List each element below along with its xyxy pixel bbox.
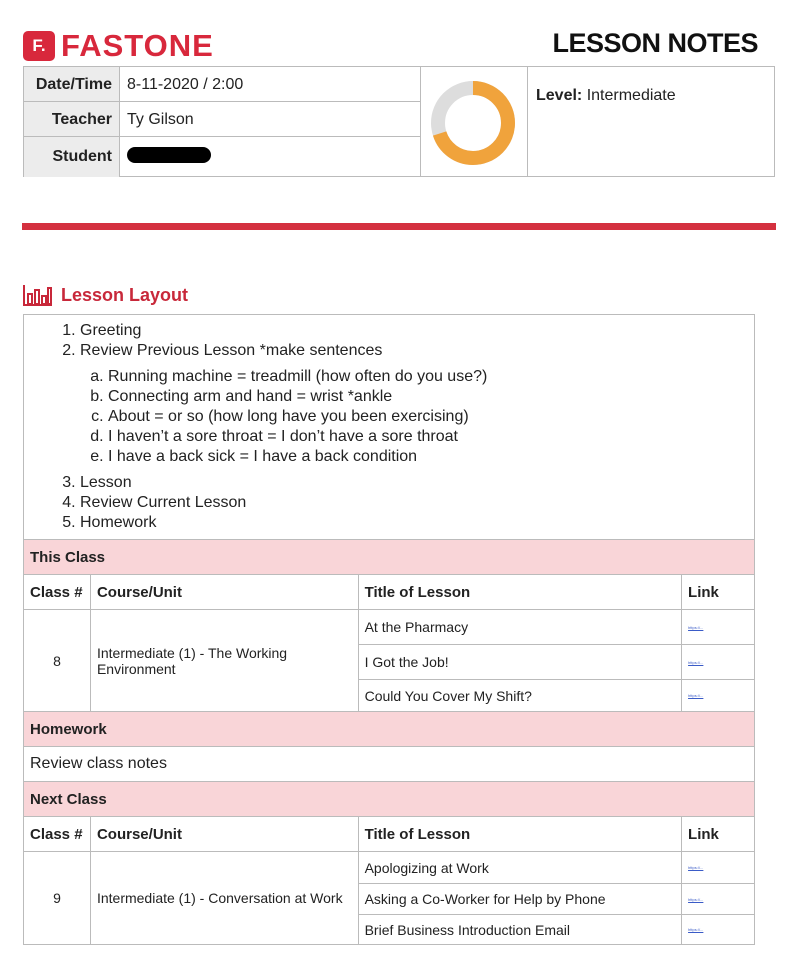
logo — [23, 28, 214, 64]
level-label: Level: — [536, 87, 583, 104]
lesson-title: Asking a Co-Worker for Help by Phone — [358, 884, 681, 915]
col-link: Link — [682, 817, 755, 852]
level-field — [536, 87, 676, 105]
lesson-layout-heading — [23, 284, 188, 306]
outline-subitem: e. I have a back sick = I have a back condition — [108, 447, 748, 467]
teacher-value: Ty Gilson — [120, 102, 420, 137]
lesson-outline — [24, 315, 755, 540]
date-label: Date/Time — [24, 67, 120, 102]
lesson-title: Brief Business Introduction Email — [358, 915, 681, 945]
homework-header: Homework — [24, 712, 755, 747]
student-label: Student — [24, 137, 120, 177]
lesson-link[interactable]: https://... — [688, 865, 704, 870]
outline-subitem: d. I haven’t a sore throat = I don’t have a sore throat — [108, 427, 748, 447]
page-title: LESSON NOTES — [552, 28, 758, 58]
course-unit: Intermediate (1) - Conversation at Work — [90, 852, 358, 945]
outline-subitem: c. About = or so (how long have you been exercising) — [108, 407, 748, 427]
col-course: Course/Unit — [90, 817, 358, 852]
col-title: Title of Lesson — [358, 575, 681, 610]
outline-item: 5. Homework — [80, 513, 748, 533]
outline-item: 1. Greeting — [80, 321, 748, 341]
col-class-num: Class # — [24, 575, 91, 610]
col-link: Link — [682, 575, 755, 610]
this-class-header: This Class — [24, 540, 755, 575]
logo-text: FASTONE — [61, 28, 214, 63]
next-class-header: Next Class — [24, 782, 755, 817]
lesson-table — [23, 314, 755, 945]
outline-subitem: b. Connecting arm and hand = wrist *ankle — [108, 387, 748, 407]
course-unit: Intermediate (1) - The Working Environment — [90, 610, 358, 712]
info-table — [23, 66, 775, 177]
lesson-title: Apologizing at Work — [358, 852, 681, 884]
lesson-link[interactable]: https://... — [688, 624, 704, 630]
lesson-title: I Got the Job! — [358, 645, 681, 680]
col-course: Course/Unit — [90, 575, 358, 610]
lesson-link[interactable]: https://... — [688, 927, 704, 932]
level-donut-chart — [428, 78, 518, 168]
date-value: 8-11-2020 / 2:00 — [120, 67, 420, 102]
lesson-title: Could You Cover My Shift? — [358, 680, 681, 712]
outline-subitem: a. Running machine = treadmill (how often do you use?) — [108, 367, 748, 387]
col-class-num: Class # — [24, 817, 91, 852]
lesson-layout-title: Lesson Layout — [61, 284, 189, 305]
lesson-link[interactable]: https://... — [688, 659, 704, 665]
lesson-link[interactable]: https://... — [688, 896, 704, 902]
class-number: 9 — [24, 852, 91, 945]
bar-chart-icon — [23, 284, 53, 306]
lesson-link[interactable]: https://... — [688, 693, 704, 698]
outline-item: 3. Lesson — [80, 473, 748, 493]
teacher-label: Teacher — [24, 102, 120, 137]
student-value-redacted — [120, 137, 420, 177]
outline-item: 4. Review Current Lesson — [80, 493, 748, 513]
outline-item: 2. Review Previous Lesson *make sentences a. Running machine = treadmill (how often do you use?) b. Connecting arm and hand = wrist *ankle c. About = or so (how long have you been exercising) d. I haven’t a sore throat = I don’t have a sore throat e. I have a back sick = I have a back condition — [80, 341, 748, 467]
logo-mark: F. — [23, 31, 55, 61]
divider-bar — [22, 223, 776, 230]
level-value: Intermediate — [586, 87, 676, 104]
class-number: 8 — [24, 610, 91, 712]
homework-text: Review class notes — [24, 747, 755, 782]
col-title: Title of Lesson — [358, 817, 681, 852]
lesson-title: At the Pharmacy — [358, 610, 681, 645]
